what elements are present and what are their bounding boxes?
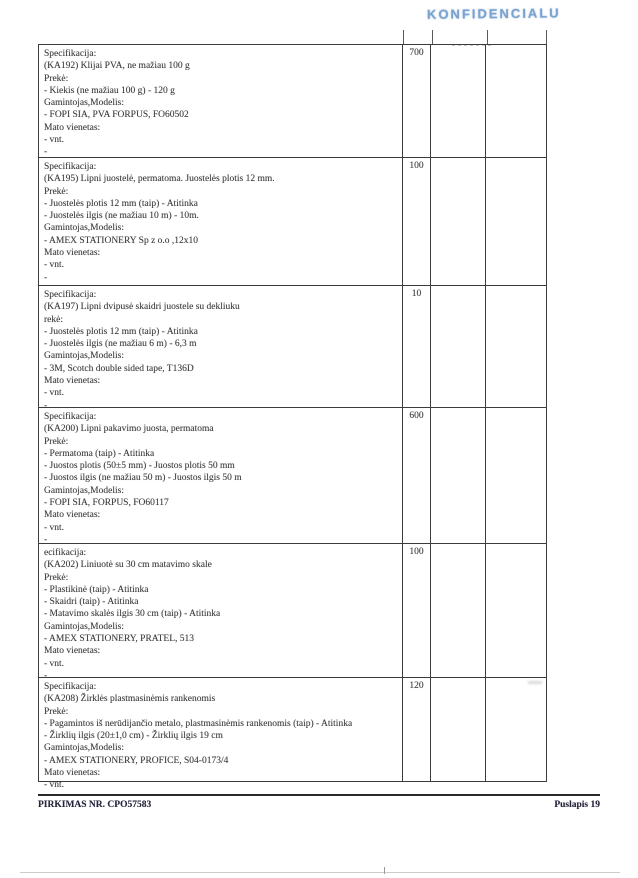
empty-cell: [486, 158, 546, 285]
scan-dash-artifact: [452, 45, 492, 46]
spec-text-line: - vnt.: [44, 658, 65, 669]
empty-cell: [486, 408, 546, 543]
spec-description-cell: [39, 544, 403, 681]
spec-text-line: - vnt.: [44, 522, 65, 533]
specification-table: [38, 44, 547, 791]
spec-text-line: - Plastikinė (taip) - Atitinka: [44, 584, 149, 595]
spec-row-KA200: [39, 408, 546, 544]
spec-text-line: - vnt.: [44, 388, 65, 399]
quantity-cell: 600: [403, 408, 432, 543]
spec-text-line: Prekė:: [44, 436, 69, 447]
spec-text-line: ecifikacija:: [44, 548, 87, 558]
spec-text-line: - Juostos ilgis (ne mažiau 50 m) - Juostos ilgis 50 m: [44, 473, 242, 484]
spec-text-line: Mato vienetas:: [44, 510, 101, 521]
spec-description-cell: [39, 158, 403, 285]
spec-text-line: Mato vienetas:: [44, 122, 101, 133]
spec-text-line: (KA208) Žirklės plastmasinėmis rankenomis: [44, 694, 216, 705]
next-page-edge-line: [20, 872, 620, 873]
spec-text-line: - Juostos plotis (50±5 mm) - Juostos plotis 50 mm: [44, 461, 235, 472]
spec-text-line: - 3M, Scotch double sided tape, T136D: [44, 363, 194, 374]
spec-text-line: Specifikacija:: [44, 290, 97, 300]
spec-text-line: Specifikacija:: [44, 49, 97, 59]
column-tick: [432, 30, 433, 44]
empty-cell: [431, 158, 486, 285]
quantity-cell: 700: [403, 45, 432, 157]
footer-page-number: Puslapis 19: [554, 800, 600, 810]
spec-text-line: (KA192) Klijai PVA, ne mažiau 100 g: [44, 61, 190, 72]
next-page-edge-tick: [384, 867, 385, 874]
spec-row-KA208: [39, 678, 546, 791]
spec-row-KA192: [39, 45, 546, 158]
confidential-stamp: KONFIDENCIALU: [426, 5, 561, 22]
empty-cell: [486, 544, 546, 677]
spec-text-line: Gamintojas,Modelis:: [44, 98, 124, 109]
spec-text-line: - vnt.: [44, 780, 65, 791]
spec-text-line: - Permatoma (taip) - Atitinka: [44, 448, 155, 459]
spec-description-cell: [39, 45, 403, 157]
scan-smudge-artifact: [528, 681, 542, 684]
spec-text-line: -: [44, 670, 48, 681]
column-tick: [403, 30, 404, 44]
spec-row-KA195: [39, 158, 546, 286]
footer-divider: [38, 794, 600, 796]
empty-cell: [431, 45, 486, 157]
spec-text-line: - AMEX STATIONERY, PRATEL, 513: [44, 634, 195, 645]
quantity-cell: 100: [403, 544, 432, 677]
spec-text-line: - Juostelės ilgis (ne mažiau 10 m) - 10m.: [44, 211, 199, 222]
spec-text-line: Mato vienetas:: [44, 248, 101, 259]
spec-text-line: - vnt.: [44, 260, 65, 271]
empty-cell: [431, 678, 486, 781]
spec-text-line: - vnt.: [44, 135, 65, 146]
spec-text-line: Prekė:: [44, 186, 69, 197]
spec-text-line: - AMEX STATIONERY, PROFICE, S04-0173/4: [44, 755, 229, 766]
spec-text-line: Specifikacija:: [44, 162, 97, 172]
spec-text-line: -: [44, 534, 48, 545]
spec-description-cell: [39, 678, 403, 791]
spec-text-line: (KA195) Lipni juostelė, permatoma. Juostelės plotis 12 mm.: [44, 174, 275, 185]
spec-text-line: Gamintojas,Modelis:: [44, 743, 124, 754]
spec-text-line: - FOPI SIA, PVA FORPUS, FO60502: [44, 110, 189, 121]
spec-text-line: Gamintojas,Modelis:: [44, 351, 124, 362]
spec-description-cell: [39, 408, 403, 543]
spec-row-KA202: [39, 544, 546, 681]
spec-row-KA197: [39, 286, 546, 411]
spec-text-line: Gamintojas,Modelis:: [44, 485, 124, 496]
spec-text-line: Prekė:: [44, 73, 69, 84]
spec-text-line: Specifikacija:: [44, 412, 97, 422]
page-footer: [38, 800, 600, 810]
quantity-cell: 100: [403, 158, 432, 285]
spec-text-line: -: [44, 400, 48, 411]
spec-text-line: -: [44, 147, 48, 158]
spec-text-line: - FOPI SIA, FORPUS, FO60117: [44, 498, 169, 509]
column-tick: [487, 30, 488, 44]
spec-text-line: - Pagamintos iš nerūdijančio metalo, plastmasinėmis rankenomis (taip) - Atitinka: [44, 718, 353, 729]
spec-text-line: Prekė:: [44, 572, 69, 583]
spec-text-line: - AMEX STATIONERY Sp z o.o ,12x10: [44, 235, 199, 246]
spec-text-line: Prekė:: [44, 706, 69, 717]
empty-cell: [486, 286, 546, 407]
spec-text-line: rekė:: [44, 314, 63, 325]
quantity-cell: 10: [403, 286, 432, 407]
spec-text-line: - Juostelės plotis 12 mm (taip) - Atitinka: [44, 198, 198, 209]
spec-text-line: - Skaidri (taip) - Atitinka: [44, 597, 139, 608]
empty-cell: [486, 45, 546, 157]
spec-text-line: Mato vienetas:: [44, 768, 101, 779]
spec-description-cell: [39, 286, 403, 411]
quantity-cell: 120: [403, 678, 432, 781]
spec-text-line: Specifikacija:: [44, 682, 97, 692]
empty-cell: [431, 286, 486, 407]
empty-cell: [486, 678, 546, 781]
empty-cell: [431, 544, 486, 677]
footer-purchase-number: PIRKIMAS NR. CPO57583: [38, 800, 152, 810]
spec-text-line: Gamintojas,Modelis:: [44, 223, 124, 234]
spec-text-line: -: [44, 272, 48, 283]
spec-text-line: (KA200) Lipni pakavimo juosta, permatoma: [44, 424, 214, 435]
empty-cell: [431, 408, 486, 543]
spec-text-line: Mato vienetas:: [44, 646, 101, 657]
spec-text-line: - Juostelės ilgis (ne mažiau 6 m) - 6,3 m: [44, 339, 197, 350]
spec-text-line: - Matavimo skalės ilgis 30 cm (taip) - Atitinka: [44, 609, 221, 620]
spec-text-line: (KA202) Liniuotė su 30 cm matavimo skale: [44, 560, 212, 571]
column-tick: [546, 30, 547, 44]
spec-text-line: - Žirklių ilgis (20±1,0 cm) - Žirklių ilgis 19 cm: [44, 731, 223, 742]
spec-text-line: Mato vienetas:: [44, 376, 101, 387]
spec-text-line: Gamintojas,Modelis:: [44, 621, 124, 632]
spec-text-line: - Kiekis (ne mažiau 100 g) - 120 g: [44, 85, 175, 96]
spec-text-line: - Juostelės plotis 12 mm (taip) - Atitinka: [44, 326, 198, 337]
spec-text-line: (KA197) Lipni dvipusė skaidri juostele su dekliuku: [44, 302, 240, 313]
